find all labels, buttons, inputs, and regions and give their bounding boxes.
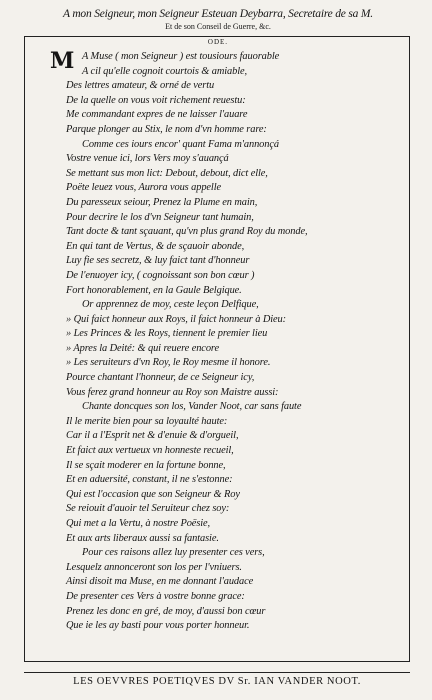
poem-line: Et aux arts liberaux aussi sa fantasie.	[66, 532, 219, 544]
running-title: LES OEVVRES POETIQVES DV Sr. IAN VANDER NOOT.	[73, 676, 361, 687]
poem-line: Se mettant sus mon lict: Debout, debout, dict elle,	[66, 167, 268, 179]
poem-line: Luy fie ses secretz, & luy faict tant d'honneur	[66, 255, 250, 267]
poem-line: Que ie les ay basti pour vous porter honneur.	[66, 620, 250, 632]
poem-line: Il se sçait moderer en la fortune bonne,	[66, 459, 226, 471]
poem-line: De la quelle on vous voit richement reuestu:	[66, 94, 246, 106]
footer-divider	[24, 672, 410, 673]
poem-line: Prenez les donc en gré, de moy, d'aussi bon cœur	[66, 605, 266, 617]
poem-line: Ainsi disoit ma Muse, en me donnant l'audace	[66, 576, 254, 588]
poem-line: Vous ferez grand honneur au Roy son Maistre aussi:	[66, 386, 279, 398]
poem-line: Se reiouit d'auoir tel Seruiteur chez soy:	[66, 503, 230, 515]
poem-line: Chante doncques son los, Vander Noot, car sans faute	[82, 401, 302, 413]
poem-line: Poëte leuez vous, Aurora vous appelle	[66, 182, 222, 194]
poem-line: Pour decrire le los d'vn Seigneur tant humain,	[66, 211, 254, 223]
poem-line: Vostre venue ici, lors Vers moy s'auançá	[66, 153, 229, 165]
poem-line: Comme ces iours encor' quant Fama m'annonçá	[82, 138, 279, 150]
drop-cap: M	[50, 48, 75, 74]
poem-line: Lesquelz annonceront son los per l'vniuers.	[66, 561, 242, 573]
poem-line: » Qui faict honneur aux Roys, il faict honneur à Dieu:	[66, 313, 286, 325]
poem-line: Qui est l'occasion que son Seigneur & Roy	[66, 488, 240, 500]
poem-line: » Les Princes & les Roys, tiennent le premier lieu	[66, 328, 268, 340]
poem-line: De presenter ces Vers à vostre bonne grace:	[66, 590, 245, 602]
poem-line: Des lettres amateur, & orné de vertu	[66, 80, 215, 92]
poem-line: Car il a l'Esprit net & d'enuie & d'orgueil,	[66, 430, 239, 442]
poem-line: Pour ces raisons allez luy presenter ces vers,	[82, 547, 265, 559]
poem-line: » Apres la Deité: & qui reuere encore	[66, 342, 219, 354]
poem-line: Tant docte & tant sçauant, qu'vn plus grand Roy du monde,	[66, 226, 308, 238]
ode-label: ODE.	[207, 38, 229, 46]
poem-line: » Les seruiteurs d'vn Roy, le Roy mesme il honore.	[66, 357, 271, 369]
poem-line: Me commandant expres de ne laisser l'auare	[66, 109, 248, 121]
poem-line: Pource chantant l'honneur, de ce Seigneur icy,	[66, 372, 255, 384]
poem-body	[66, 50, 406, 634]
poem-line: De l'enuoyer icy, ( cognoissant son bon cœur )	[66, 269, 255, 281]
poem-line: Qui met a la Vertu, à nostre Poësie,	[66, 518, 211, 529]
poem-line: A Muse ( mon Seigneur ) est tousiours fauorable	[82, 51, 280, 62]
dedication-heading: A mon Seigneur, mon Seigneur Esteuan Deybarra, Secretaire de sa M.	[63, 8, 373, 20]
poem-line: Et faict aux vertueux vn honneste recueil,	[66, 445, 234, 457]
dedication-subtitle: Et de son Conseil de Guerre, &c.	[165, 22, 271, 31]
poem-line: Or apprennez de moy, ceste leçon Delfique,	[82, 299, 259, 311]
poem-line: En qui tant de Vertus, & de sçauoir abonde,	[66, 240, 245, 252]
poem-line: Du paresseux seiour, Prenez la Plume en main,	[66, 196, 258, 208]
poem-line: A cil qu'elle cognoit courtois & amiable,	[82, 65, 248, 77]
poem-line: Et en aduersité, constant, il ne s'estonne:	[66, 474, 233, 486]
poem-line: Il le merite bien pour sa loyaulté haute:	[66, 415, 228, 427]
poem-line: Parque plonger au Stix, le nom d'vn homme rare:	[66, 123, 267, 135]
poem-line: Fort honorablement, en la Gaule Belgique.	[66, 284, 242, 296]
